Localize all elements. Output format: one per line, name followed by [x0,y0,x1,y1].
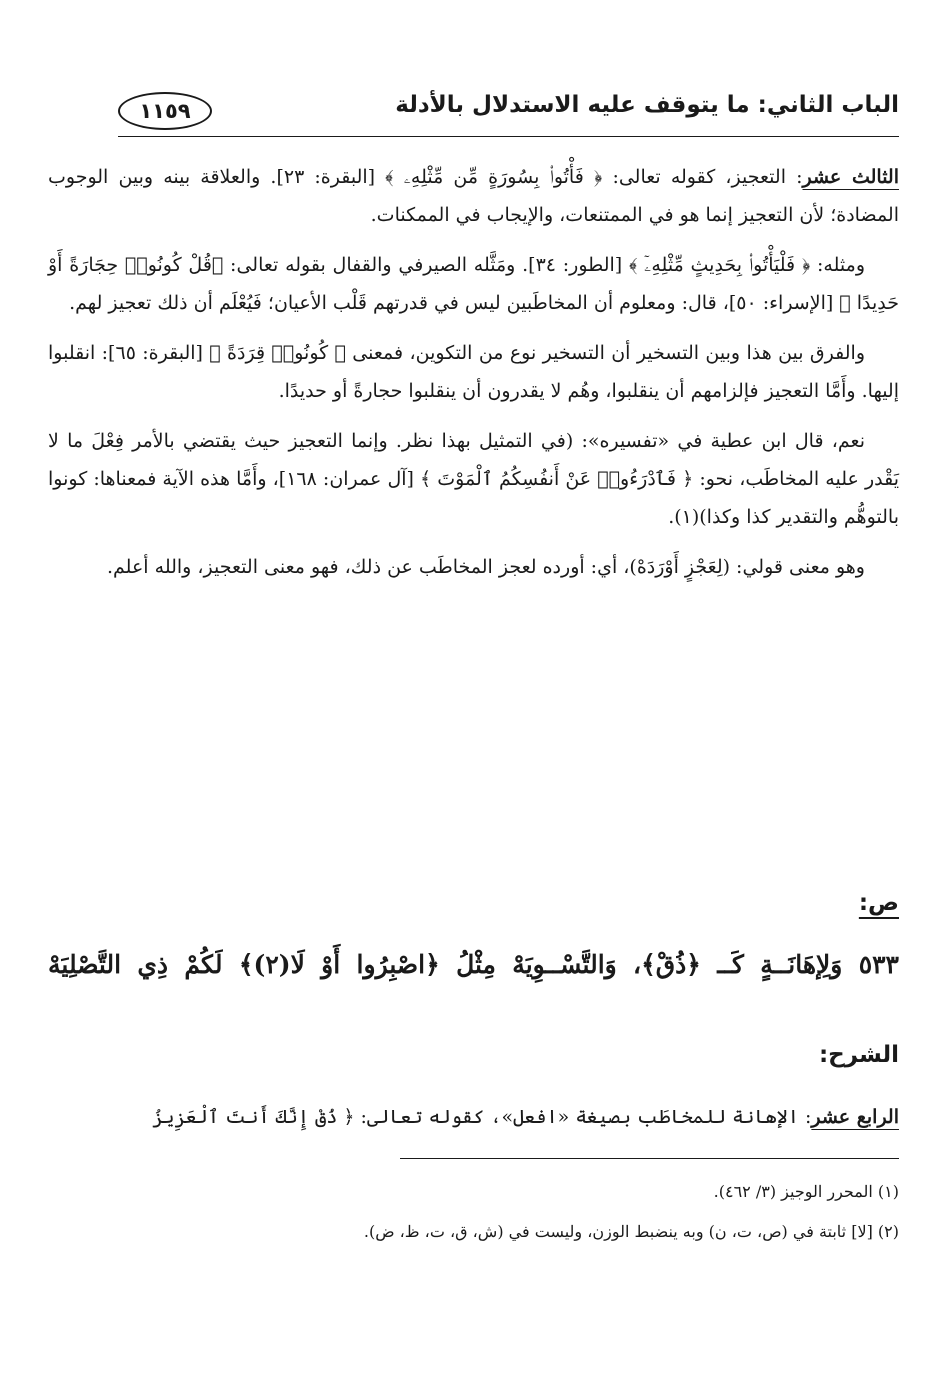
section-label-13: الثالث عشر [802,166,899,188]
paragraph-2-text: ومثله: ﴿ فَلْيَأْتُوا۟ بِحَدِيثٍ مِّثْلِهِۦٓ ﴾ [الطور: ٣٤]. ومَثَّله الصيرفي والقفال بقوله تعالى: ﴿قُلْ كُونُوا۟ حِجَارَةً أَوْ حَدِيدًا ﴾ [الإسراء: ٥٠]، قال: ومعلوم أن المخاطَبين ليس في قدرتهم قَلْب الأعيان؛ فَيُعْلَم أن ذلك تعجيز لهم. [48,254,899,314]
running-title: الباب الثاني: ما يتوقف عليه الاستدلال بالأدلة [395,92,899,118]
footnote-2: (٢) [لا] ثابتة في (ص، ت، ن) وبه ينضبط الوزن، وليست في (ش، ق، ت، ظ، ض). [363,1222,899,1241]
footnotes [48,1176,899,1256]
section-label-14: الرابع عشر [811,1106,899,1128]
footnote-rule [400,1158,899,1159]
page-number: ١١٥٩ [118,92,212,130]
paragraph-1 [48,158,899,234]
sharh-first-line-text: : الإهانة للمخاطَب بصيغة «افعل»، كقوله تعالى: ﴿ ذُقْ إِنَّكَ أَنتَ ٱلْعَزِيزُ [152,1106,812,1128]
paragraph-4 [48,422,899,536]
paragraph-3-text: والفرق بين هذا وبين التسخير أن التسخير نوع من التكوين، فمعنى ﴿ كُونُوا۟ قِرَدَةً ﴾ [البقرة: ٦٥]: انقلبوا إليها. وأَمَّا التعجيز فإلزامهم أن ينقلبوا، وهُم لا يقدرون أن ينقلبوا حجارةً أو حديدًا. [48,342,899,402]
header-rule [118,136,899,137]
paragraph-2 [48,246,899,322]
paragraph-5-text: وهو معنى قولي: (لِعَجْزٍ أَوْرَدَهْ)، أي: أورده لعجز المخاطَب عن ذلك، فهو معنى التعجيز، والله أعلم. [107,556,865,578]
paragraph-4-text: نعم، قال ابن عطية في «تفسيره»: (في التمثيل بهذا نظر. وإنما التعجيز حيث يقتضي بالأمر فِعْلَ ما لا يَقْدر عليه المخاطَب، نحو: ﴿ فَٱدْرَءُوا۟ عَنْ أَنفُسِكُمُ ٱلْمَوْتَ ﴾ [آل عمران: ١٦٨]، وأَمَّا هذه الآية فمعناها: كونوا بالتوهُّم والتقدير كذا وكذا)(١). [48,430,899,528]
matn-verse: ٥٣٣ وَلِإهَانَــةٍ كَــ ﴿ذُقْ﴾، وَالتَّسْــوِيَهْ مِثْلُ ﴿اصْبِرُوا أَوْ لَا(٢)﴾ لَكُمْ ذِي التَّصْلِيَهْ [48,950,899,979]
paragraph-5 [48,548,899,586]
matn-label: ص: [858,890,899,916]
footnote-1: (١) المحرر الوجيز (٣/ ٤٦٢). [713,1182,899,1201]
sharh-first-line [48,1098,899,1136]
sharh-label: الشرح: [818,1042,899,1068]
main-text [48,158,899,598]
paragraph-3 [48,334,899,410]
paragraph-1-text: : التعجيز، كقوله تعالى: ﴿ فَأْتُوا۟ بِسُورَةٍ مِّن مِّثْلِهِۦ ﴾ [البقرة: ٢٣]. والعلاقة بينه وبين الوجوب المضادة؛ لأن التعجيز إنما هو في الممتنعات، والإيجاب في الممكنات. [48,166,899,226]
